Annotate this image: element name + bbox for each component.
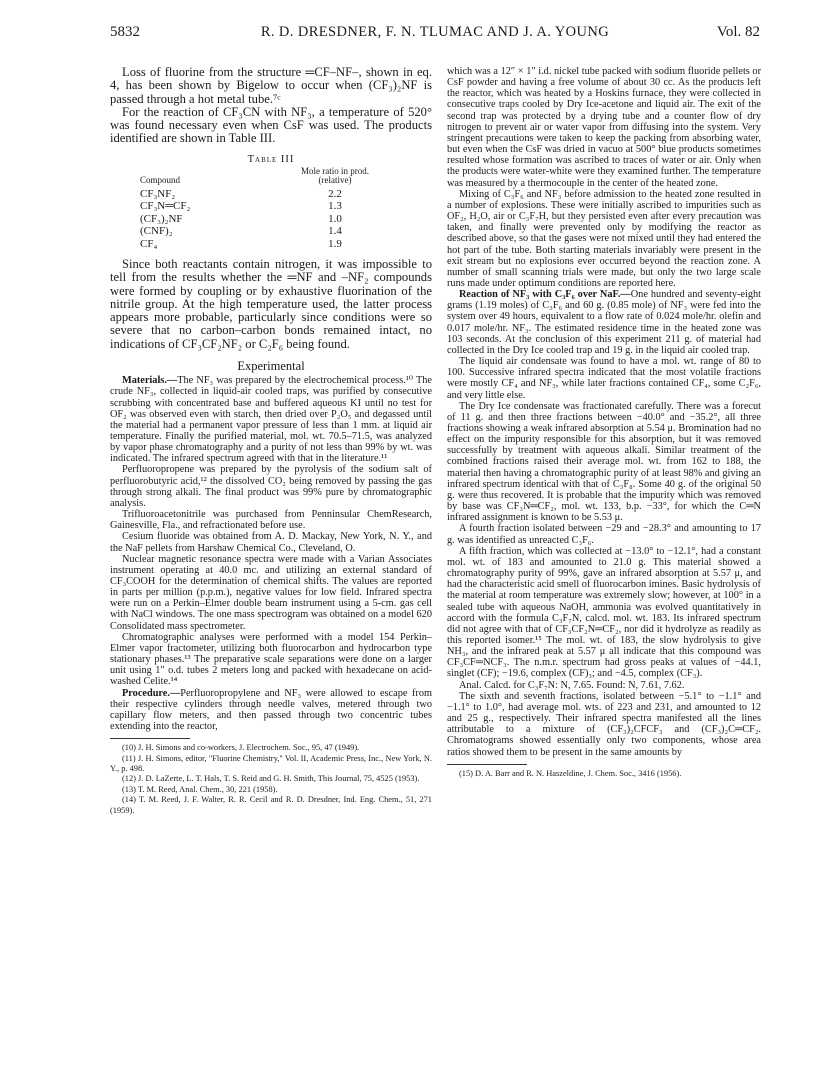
table-cell-ratio: 2.2 [328,187,342,200]
paragraph: For the reaction of CF₃CN with NF₃, a temperature of 520° was found necessary even when CsF was used. The products identified are shown in Table III. [110,104,432,146]
page-number: 5832 [110,24,140,40]
paragraph: The liquid air condensate was found to have a mol. wt. range of 80 to 100. Successive infrared spectra indicated that the most volatile fractions were mostly CF₄ and NF₃, while later fractions contained CF₄, some C₂F₆, and very little else. [447,356,761,401]
paragraph: Nuclear magnetic resonance spectra were made with a Varian Associates instrument operating at 40.0 mc. and utilizing an external standard of CF₃COOH for the determination of chemical shifts. The values are reported in parts per million (p.p.m.), negative values for low field. Infrared spectra were run on a Perkin–Elmer double beam instrument using a 5-cm. gas cell with NaCl windows. The one mass spectrogram was obtained on a model 620 Consolidated mass spectrometer. [110,553,432,632]
footnote: (15) D. A. Barr and R. N. Haszeldine, J. Chem. Soc., 3416 (1956). [459,768,682,778]
paragraph: A fourth fraction isolated between −29 and −28.3° and amounting to 17 g. was identified as unreacted C₃F₆. [447,523,761,546]
table-title: Table III [247,153,295,165]
running-header-authors: R. D. DRESDNER, F. N. TLUMAC AND J. A. YOUNG [260,24,610,40]
table-cell-compound: (CNF)₂ [140,225,173,238]
table-row [140,200,380,212]
table-row [140,225,380,237]
table-cell-compound: CF₃N═CF₂ [140,200,191,213]
running-header [110,24,760,42]
table-row [140,238,380,250]
paragraph-text: One hundred and seventy-eight grams (1.19 moles) of C₃F₆ and 60 g. (0.85 mole) of NF₃ were fed into the system over 49 hours, equivalent to a flow rate of 0.024 mole/hr. olefin and 0.017 mole/hr. NF₃. The estimated residence time in the heated zone was 103 seconds. At the conclusion of this experiment 211 g. of material had collected in the Dry Ice cooled trap and 19 g. in the liquid air cooled trap. [447,289,761,356]
table-cell-ratio: 1.0 [328,212,342,225]
footnote-rule [447,764,527,765]
paragraph: The Dry Ice condensate was fractionated carefully. There was a forecut of 11 g. and then three fractions between −40.0° and −35.2°, all three fractions showing a weak infrared absorption at 5.54 μ. Bromination had no effect on the impurity responsible for this absorption, but it was removed successfully by treatment with aqueous alkali. Similar treatment of the combined fractions raised their average mol. wt. from 162 to 188, the material then having a chromatographic purity of at least 98% and giving an infrared spectrum identical with that of C₃F₈. Some 40 g. of the original 50 g. were thus recovered. It is probable that the impurity which was removed by base was CF₃N═CF₂, mol. wt. 133, b.p. −33°, for which the C═N infrared assignment is known to be 5.53 μ. [447,400,761,524]
paragraph: which was a 12″ × 1″ i.d. nickel tube packed with sodium fluoride pellets or CsF powder and having a free volume of about 30 cc. As the products left the reactor, which was heated by a Hoskins furnace, they were collected in consecutive traps cooled by Dry Ice-acetone and liquid air. The exit of the second trap was protected by a drying tube and a counter flow of dry nitrogen to prevent air or water vapor from diffusing into the system. Very stringent precautions were taken to keep the packing from absorbing water, but even when the CsF was dried in vacuo at 500° blue products sometimes resulted whose formation was ascribed to traces of water or air. Only when the products were water-white were they examined further. The temperature was measured by a thermocouple in the center of the heated zone. [447,66,761,189]
left-column [110,66,432,816]
paragraph: Perfluoropropene was prepared by the pyrolysis of the sodium salt of perfluorobutyric acid,¹² the dissolved CO₂ being removed by passing the gas through strong alkali. The final product was 99% pure by chromatographic analysis. [110,464,432,509]
table-cell-ratio: 1.4 [328,225,342,238]
table-row [140,188,380,200]
table-row [140,213,380,225]
table-cell-compound: (CF₃)₂NF [140,212,183,225]
table-cell-ratio: 1.9 [328,237,342,250]
paragraph: A fifth fraction, which was collected at −13.0° to −12.1°, had a constant mol. wt. of 183 and amounted to 21.0 g. This material showed a chromatography purity of 99%, gave an infrared absorption at 5.57 μ, and had the characteristic acid smell of fluorocarbon imines. Basic hydrolysis of the material at room temperature was extremely slow; however, at 100° in a sealed tube with aqueous NaOH, ammonia was evolved quantitatively in accord with the formula C₃F₇N, calcd. mol. wt. 183. Its infrared spectrum did not agree with that of CF₃CF₂N═CF₂, nor did it hydrolyze as readily as this reported isomer.¹⁵ The mol. wt. of 183, the slow hydrolysis to give NH₃, and the infrared peak at 5.57 μ all indicate that this compound was CF₃CF═NCF₃. The n.m.r. spectrum had gross peaks at values of −44.1, singlet (CF); −19.6, complex (CF)₃; and −4.5, complex (CF₃). [447,545,761,680]
paragraph-materials [110,375,432,464]
section-heading: Experimental [237,359,305,374]
paragraph: The sixth and seventh fractions, isolated between −5.1° to −1.1° and −1.1° to 1.0°, had average mol. wts. of 223 and 231, and amounted to 12 and 25 g., respectively. Their infrared spectra manifested all the lines attributable to a mixture of (CF₃)₂CFCF₃ and (CF₃)₂C═CF₂. Chromatograms showed essentially only two components, whose area ratios showed them to be present in the same amounts by [447,690,761,758]
footnote: (14) T. M. Reed, J. F. Walter, R. R. Cecil and R. D. Dresdner, Ind. Eng. Chem., 51, 271 (1959). [110,795,432,815]
volume-number: Vol. 82 [716,24,760,40]
run-in-heading: Reaction of NF₃ with C₃F₆ over NaF.— [459,289,631,301]
footnote: (13) T. M. Reed, Anal. Chem., 30, 221 (1958). [122,784,278,794]
paragraph-text: The NF₃ was prepared by the electrochemical process.¹⁰ The crude NF₃, collected in liquid-air cooled traps, was purified by consecutive scrubbing with concentrated base and buffered aqueous KI until no test for OF₂ was observed even with starch, then dried over P₂O₅ and degassed until the material had a permanent vapor pressure of less than 1 mm. at liquid air temperature. Finally the purified material, mol. wt. 70.5–71.5, was analyzed by vapor phase chromatography and a purity of not less than 99% by wt. was indicated. The infrared spectrum agreed with that in the literature.¹¹ [110,375,432,465]
paragraph-text: Perfluoropropylene and NF₃ were allowed to escape from their respective cylinders through needle valves, metered through two capillary flow meters, and then passed through two concentric tubes extending into the reactor, [110,687,432,733]
paragraph: Loss of fluorine from the structure ═CF–NF–, shown in eq. 4, has been shown by Bigelow to occur when (CF₃)₂NF is passed through a hot metal tube.⁷ᶜ [110,65,432,106]
footnote: (12) J. D. LaZerte, L. T. Hals, T. S. Reid and G. H. Smith, This Journal, 75, 4525 (1953). [122,774,420,784]
table-cell-ratio: 1.3 [328,200,342,213]
run-in-heading: Materials.— [122,375,178,387]
footnote-rule [110,738,190,739]
table-header-mole-ratio: Mole ratio in prod. (relative) [301,165,369,186]
table-iii [110,154,432,250]
paragraph-analysis: Anal. Calcd. for C₃F₇N: N, 7.65. Found: N, 7.61, 7.62. [459,679,685,691]
table-cell-compound: CF₄ [140,237,158,250]
paragraph-reaction [447,289,761,356]
paragraph: Cesium fluoride was obtained from A. D. Mackay, New York, N. Y., and the NaF pellets from Harshaw Chemical Co., Cleveland, O. [110,531,432,554]
right-column [447,66,761,779]
paragraph: Trifluoroacetonitrile was purchased from Penninsular ChemResearch, Gainesville, Fla., and refractionated before use. [110,509,432,532]
paragraph-procedure [110,688,432,733]
data-table [140,167,380,250]
paragraph: Chromatographic analyses were performed with a model 154 Perkin–Elmer vapor fractometer, utilizing both fluorocarbon and hydrocarbon type stationary phases.¹³ The preparative scale separations were done on a larger unit using 1″ o.d. tubes 2 meters long and packed with hexadecane on acid-washed Celite.¹⁴ [110,631,432,688]
table-header-compound: Compound [140,175,181,186]
run-in-heading: Procedure.— [122,687,181,699]
paragraph: Mixing of C₃F₆ and NF₃ before admission to the heated zone resulted in a number of explosions. These were initially ascribed to impurities such as OF₂, H₂O, air or C₃F₇H, but they persisted even after every precaution was taken, and finally were prevented only by modifying the reactor as described above, so that the gases were not mixed until they had entered the hot part of the tube. Both starting materials invariably were present in the exit stream but no explosions ever occurred beyond the reaction zone. A number of small scanning trials were made, but only the two large scale runs made under optimum conditions are reported here. [447,188,761,289]
footnote: (10) J. H. Simons and co-workers, J. Electrochem. Soc., 95, 47 (1949). [122,743,360,753]
footnote: (11) J. H. Simons, editor, "Fluorine Chemistry," Vol. II, Academic Press, Inc., New York, N. Y., p. 498. [110,753,432,774]
table-cell-compound: CF₃NF₂ [140,187,176,200]
paragraph: Since both reactants contain nitrogen, it was impossible to tell from the results whether the ═NF and –NF₂ compounds were formed by coupling or by exhaustive fluorination of the nitrile group. At the high temperature used, the latter process appears more probable, particularly since conditions were so severe that no carbon–carbon bonds remained intact, no indications of CF₃CF₂NF₂ or C₂F₆ being found. [110,256,432,351]
